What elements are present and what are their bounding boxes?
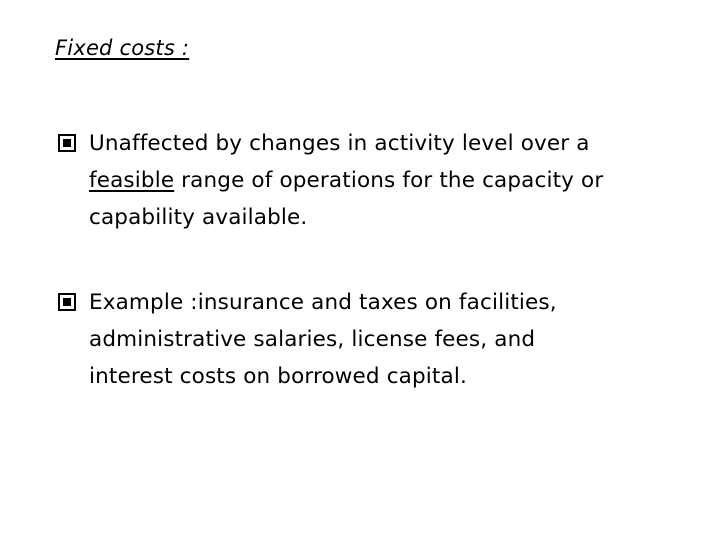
underlined-term: feasible [89, 168, 175, 193]
bullet-line: interest costs on borrowed capital. [89, 364, 467, 389]
bullet-line: capability available. [89, 205, 308, 230]
bullet-text [89, 284, 719, 395]
bullet-line: Example :insurance and taxes on facilities, [89, 290, 557, 315]
slide-heading: Fixed costs : [55, 36, 190, 60]
square-bullet-icon [58, 293, 76, 311]
square-bullet-icon [58, 134, 76, 152]
bullet-line: administrative salaries, license fees, and [89, 327, 536, 352]
bullet-line-rest: range of operations for the capacity or [174, 168, 604, 193]
bullet-text [89, 125, 719, 236]
bullet-line: Unaffected by changes in activity level over a [89, 131, 590, 156]
bullet-line [89, 162, 719, 199]
